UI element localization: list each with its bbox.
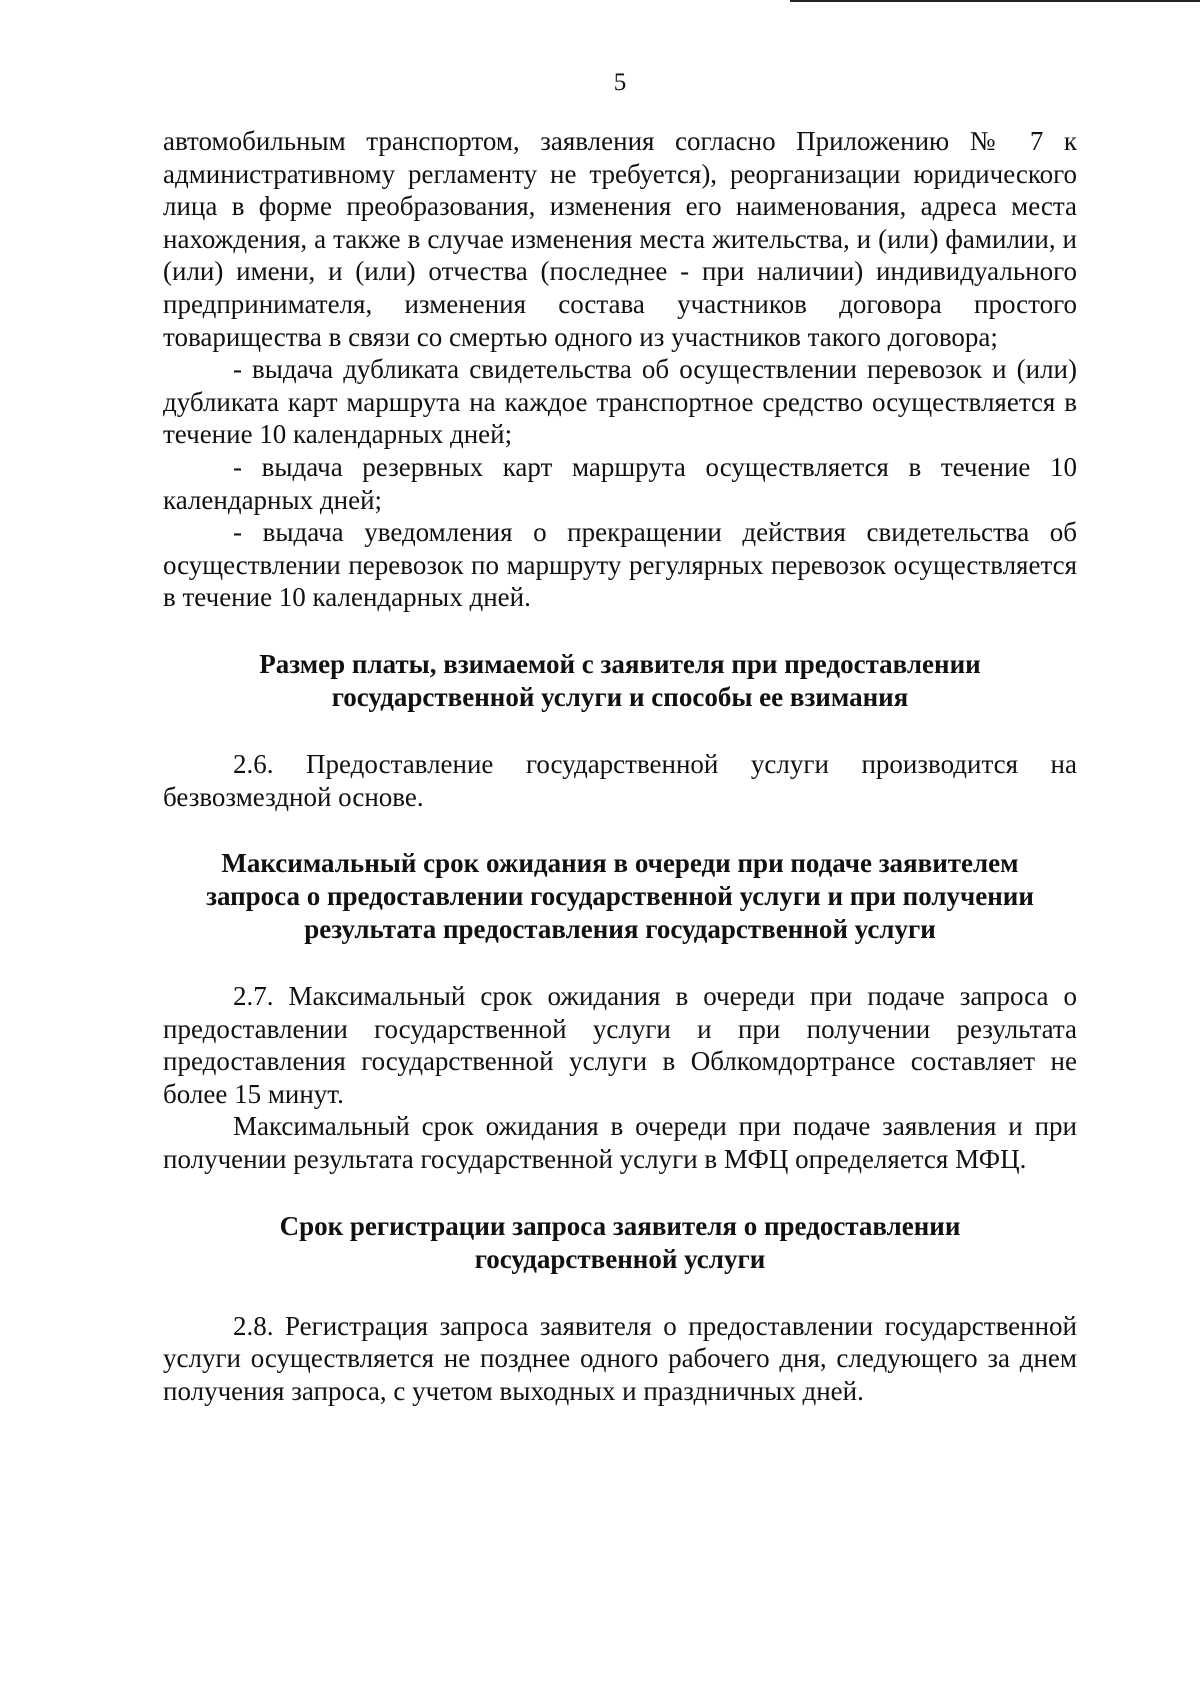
queue-section-heading: Максимальный срок ожидания в очереди при подаче заявителем запроса о предоставлении государственной услуги и при получении результата предоставления государственной услуги: [206, 848, 1034, 945]
intro-paragraph-2: - выдача дубликата свидетельства об осуществлении перевозок и (или) дубликата карт маршрута на каждое транспортное средство осуществляется в течение 10 календарных дней;: [163, 354, 1077, 450]
registration-section-heading: Срок регистрации запроса заявителя о предоставлении государственной услуги: [279, 1210, 961, 1274]
intro-paragraph-1: автомобильным транспортом, заявления согласно Приложению № 7 к административному регламенту не требуется), реорганизации юридического лица в форме преобразования, изменения его наименования, адреса места нахождения, а также в случае изменения места жительства, и (или) фамилии, и (или) имени, и (или) отчества (последнее - при наличии) индивидуального предпринимателя, изменения состава участников договора простого товарищества в связи со смертью одного из участников такого договора;: [163, 126, 1077, 352]
fee-paragraph-1: 2.6. Предоставление государственной услуги производится на безвозмездной основе.: [163, 748, 1077, 812]
registration-paragraph-1: 2.8. Регистрация запроса заявителя о предоставлении государственной услуги осуществляется не позднее одного рабочего дня, следующего за днем получения запроса, с учетом выходных и праздничных дней.: [163, 1310, 1077, 1406]
queue-paragraph-1: 2.7. Максимальный срок ожидания в очереди при подаче запроса о предоставлении государственной услуги и при получении результата предоставления государственной услуги в Облкомдортрансе составляет не более 15 минут.: [163, 981, 1077, 1109]
page-number: 5: [613, 69, 627, 96]
queue-paragraph-2: Максимальный срок ожидания в очереди при подаче заявления и при получении результата государственной услуги в МФЦ определяется МФЦ.: [163, 1111, 1077, 1175]
document-body: [163, 125, 1077, 1407]
page-edge-line: [790, 0, 1200, 2]
fee-section-heading: Размер платы, взимаемой с заявителя при предоставлении государственной услуги и способы ее взимания: [259, 648, 981, 712]
intro-paragraph-4: - выдача уведомления о прекращении действия свидетельства об осуществлении перевозок по маршруту регулярных перевозок осуществляется в течение 10 календарных дней.: [163, 517, 1077, 613]
intro-paragraph-3: - выдача резервных карт маршрута осуществляется в течение 10 календарных дней;: [163, 451, 1077, 515]
